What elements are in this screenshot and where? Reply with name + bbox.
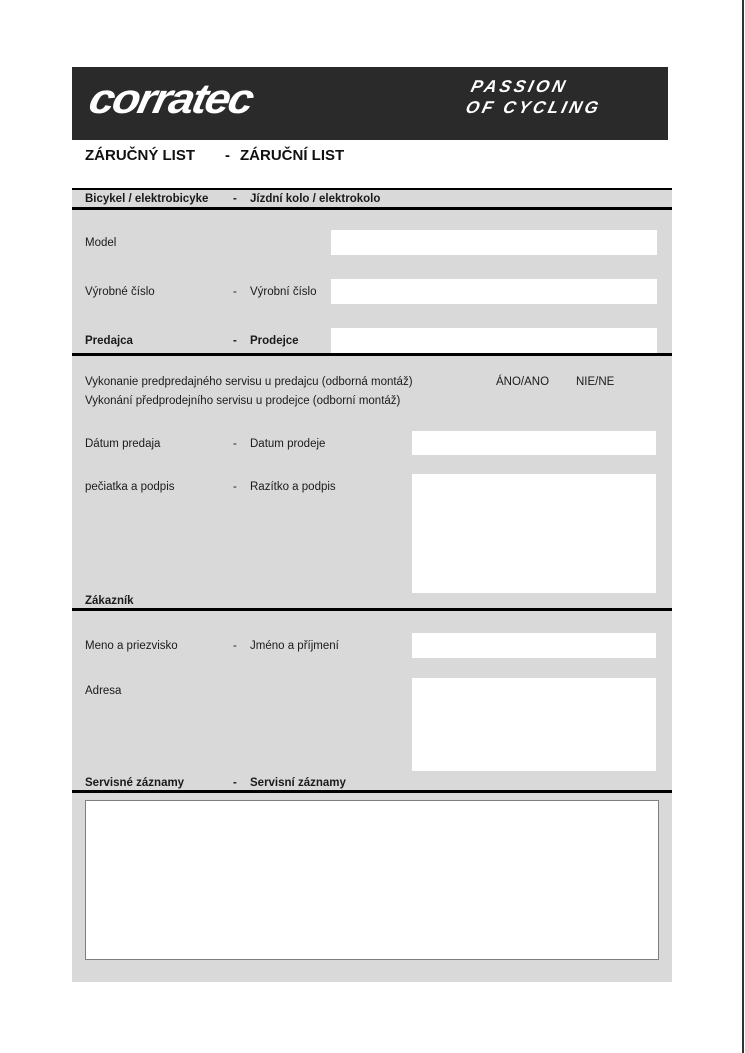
page-title-separator: - bbox=[225, 147, 230, 164]
serial-number-input[interactable] bbox=[331, 279, 657, 304]
page-title-sk: ZÁRUČNÝ LIST bbox=[85, 147, 195, 164]
brand-tagline bbox=[464, 76, 609, 118]
corratec-logo: corratec bbox=[85, 75, 257, 122]
sale-date-label-cz: Datum prodeje bbox=[250, 438, 326, 450]
customer-address-box[interactable] bbox=[412, 678, 656, 771]
section-header-bike-sk: Bicykel / elektrobicyke bbox=[85, 193, 209, 205]
serial-label-sep: - bbox=[233, 286, 237, 298]
no-option[interactable]: NIE/NE bbox=[576, 376, 615, 388]
divider bbox=[72, 207, 672, 210]
serial-label-sk: Výrobné číslo bbox=[85, 286, 155, 298]
section-header-bike-sep: - bbox=[233, 193, 237, 205]
stamp-label-sk: pečiatka a podpis bbox=[85, 481, 175, 493]
dealer-label-cz: Prodejce bbox=[250, 335, 299, 347]
address-label: Adresa bbox=[85, 685, 122, 697]
section-header-records-cz: Servisní záznamy bbox=[250, 777, 346, 789]
preservice-text-cz: Vykonání předprodejního servisu u prodejce (odborní montáž) bbox=[85, 395, 401, 407]
warranty-form-panel bbox=[72, 188, 672, 982]
sale-date-label-sep: - bbox=[233, 438, 237, 450]
sale-date-input[interactable] bbox=[412, 431, 656, 455]
customer-name-input[interactable] bbox=[412, 633, 656, 658]
stamp-label-sep: - bbox=[233, 481, 237, 493]
service-records-box[interactable] bbox=[85, 800, 659, 960]
section-header-bike-cz: Jízdní kolo / elektrokolo bbox=[250, 193, 381, 205]
tagline-line-1: PASSION bbox=[469, 77, 571, 96]
section-header-records-sep: - bbox=[233, 777, 237, 789]
sale-date-label-sk: Dátum predaja bbox=[85, 438, 161, 450]
section-header-records-sk: Servisné záznamy bbox=[85, 777, 185, 789]
stamp-signature-box[interactable] bbox=[412, 474, 656, 593]
divider bbox=[72, 188, 672, 190]
divider bbox=[72, 353, 672, 356]
preservice-text-sk: Vykonanie predpredajného servisu u predajcu (odborná montáž) bbox=[85, 376, 413, 388]
name-label-cz: Jméno a příjmení bbox=[250, 640, 339, 652]
serial-label-cz: Výrobní číslo bbox=[250, 286, 317, 298]
yes-option[interactable]: ÁNO/ANO bbox=[496, 376, 550, 388]
name-label-sk: Meno a priezvisko bbox=[85, 640, 178, 652]
divider bbox=[72, 790, 672, 793]
model-label: Model bbox=[85, 237, 117, 249]
dealer-label-sep: - bbox=[233, 335, 237, 347]
section-header-customer: Zákazník bbox=[85, 595, 134, 607]
page-edge-line bbox=[742, 0, 744, 1053]
model-input[interactable] bbox=[331, 230, 657, 255]
stamp-label-cz: Razítko a podpis bbox=[250, 481, 336, 493]
dealer-input[interactable] bbox=[331, 328, 657, 353]
page-title-cz: ZÁRUČNÍ LIST bbox=[240, 147, 345, 164]
dealer-label-sk: Predajca bbox=[85, 335, 133, 347]
brand-banner bbox=[72, 67, 668, 140]
tagline-line-2: OF CYCLING bbox=[463, 98, 604, 117]
name-label-sep: - bbox=[233, 640, 237, 652]
divider bbox=[72, 608, 672, 611]
